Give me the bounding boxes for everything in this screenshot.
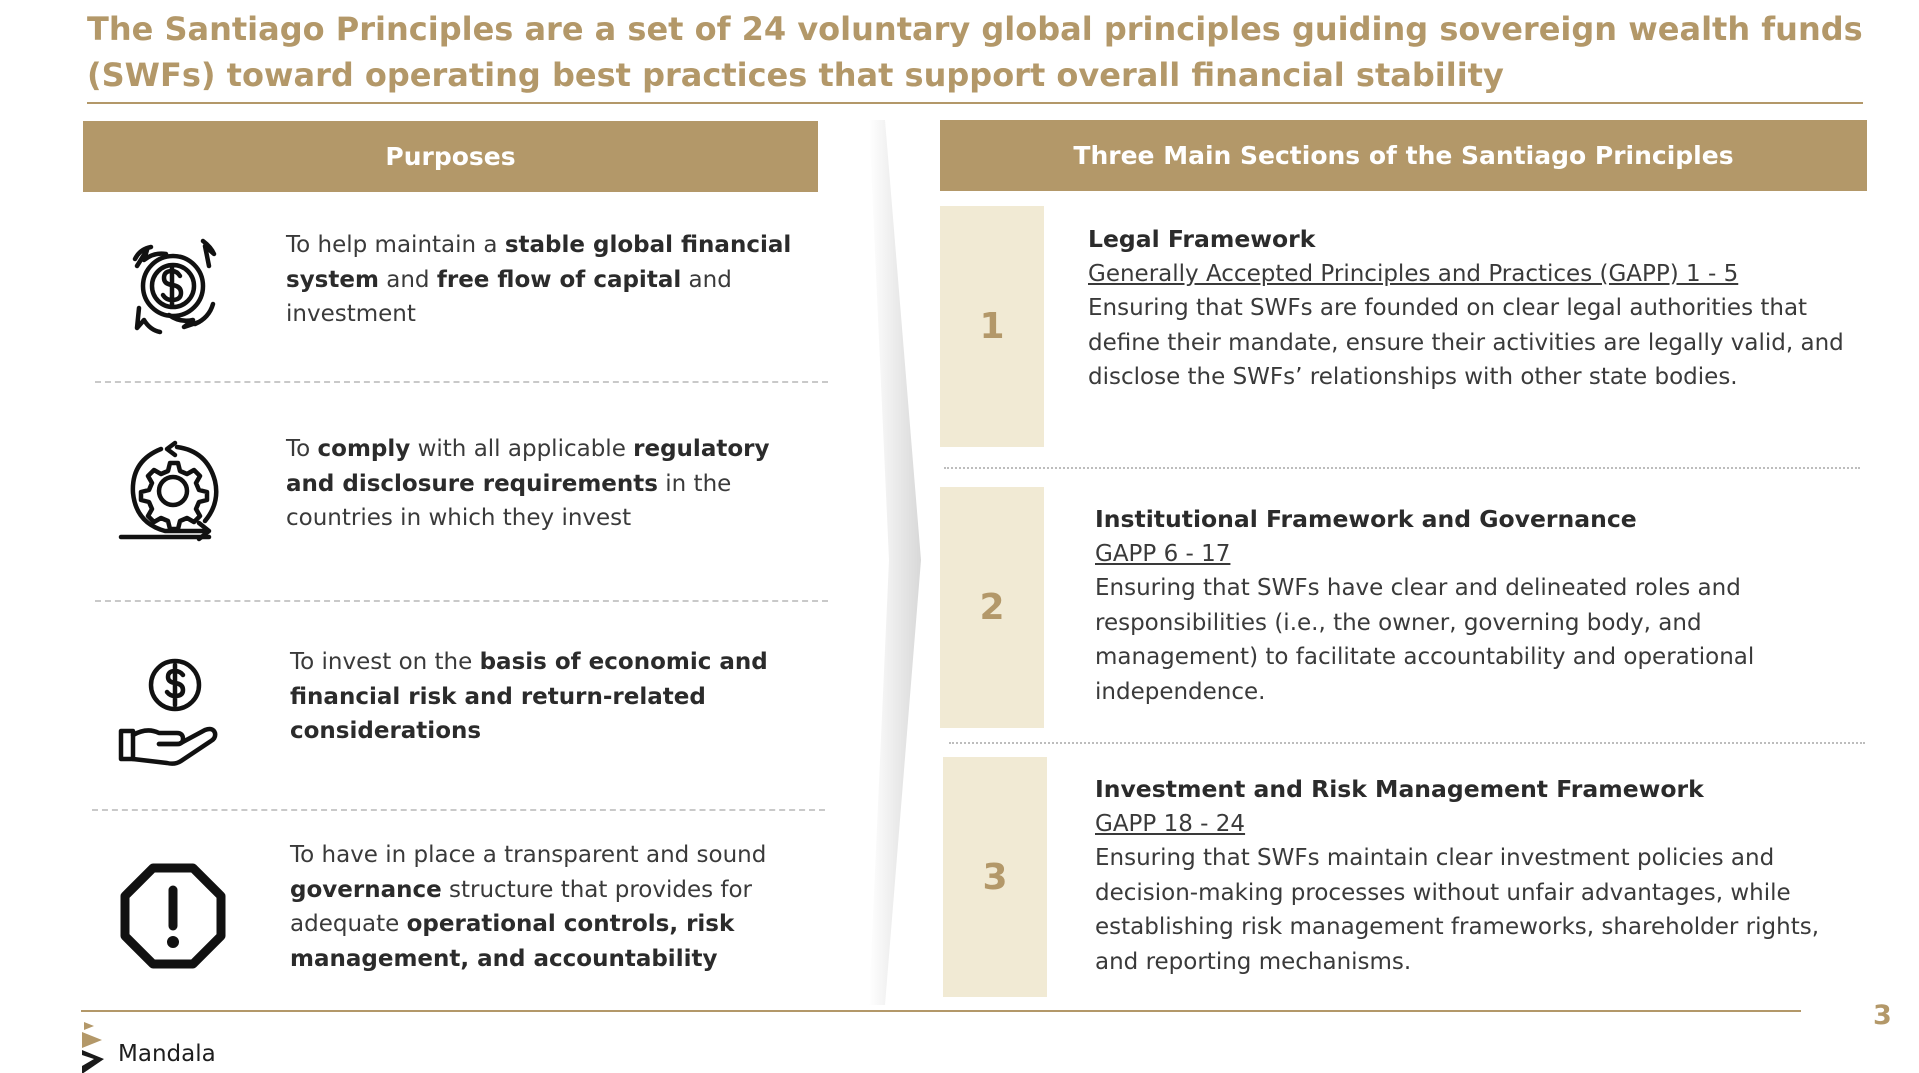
section-body-2 [1095,502,1855,709]
page-title-line-2: (SWFs) toward operating best practices that support overall financial stability [87,56,1504,94]
brand-name: Mandala [118,1041,216,1067]
section-title-3: Investment and Risk Management Framework [1095,775,1704,803]
purposes-header: Purposes [83,121,818,192]
section-description-3: Ensuring that SWFs maintain clear investment policies and decision-making processes without unfair advantages, while establishing risk management frameworks, shareholder rights, and reporting mechanisms. [1095,845,1820,975]
purpose-item-1 [83,220,823,370]
mandala-logo-icon [78,1020,106,1073]
title-divider [87,102,1863,104]
purpose-item-4 [83,838,823,998]
currency-exchange-icon [113,226,233,346]
section-divider-2 [949,742,1865,744]
section-gapp-link-3[interactable]: GAPP 18 - 24 [1095,810,1246,837]
brand [78,1020,216,1073]
section-description-2: Ensuring that SWFs have clear and delineated roles and responsibilities (i.e., the owner, governing body, and management) to facilitate accountability and operational independence. [1095,575,1755,705]
section-gapp-link-1[interactable]: Generally Accepted Principles and Practices (GAPP) 1 - 5 [1088,260,1739,287]
hand-coin-icon [113,651,233,771]
gear-cycle-icon [113,429,233,549]
page-title [87,6,1867,98]
section-divider-1 [944,467,1860,469]
purpose-divider-3 [92,809,825,811]
purpose-divider-2 [95,600,828,602]
section-description-1: Ensuring that SWFs are founded on clear legal authorities that define their mandate, ensure their activities are legally valid, and disclose the SWFs’ relationships with other state bodies. [1088,295,1844,390]
section-body-1 [1088,222,1848,395]
purpose-text-3: To invest on the basis of economic and financial risk and return-related considerations [290,649,768,744]
section-body-3 [1095,772,1855,979]
sections-header: Three Main Sections of the Santiago Principles [940,120,1867,191]
purpose-item-3 [83,645,823,795]
page-number: 3 [1873,1000,1892,1031]
section-title-1: Legal Framework [1088,225,1316,253]
purpose-text-2: To comply with all applicable regulatory and disclosure requirements in the countries in which they invest [286,436,770,531]
warning-octagon-icon [113,856,233,976]
chevron-divider-shape [845,120,925,1005]
footer-divider [81,1010,1801,1012]
section-number-3: 3 [943,757,1047,997]
section-title-2: Institutional Framework and Governance [1095,505,1637,533]
section-number-2: 2 [940,487,1044,728]
purpose-text-4: To have in place a transparent and sound governance structure that provides for adequate operational controls, risk management, and accountability [290,842,767,972]
page-title-line-1: The Santiago Principles are a set of 24 voluntary global principles guiding sovereign wealth funds [87,10,1863,48]
purpose-item-2 [83,425,823,575]
purpose-divider-1 [95,381,828,383]
purpose-text-1: To help maintain a stable global financial system and free flow of capital and investment [286,232,792,327]
section-gapp-link-2[interactable]: GAPP 6 - 17 [1095,540,1231,567]
section-number-1: 1 [940,206,1044,447]
